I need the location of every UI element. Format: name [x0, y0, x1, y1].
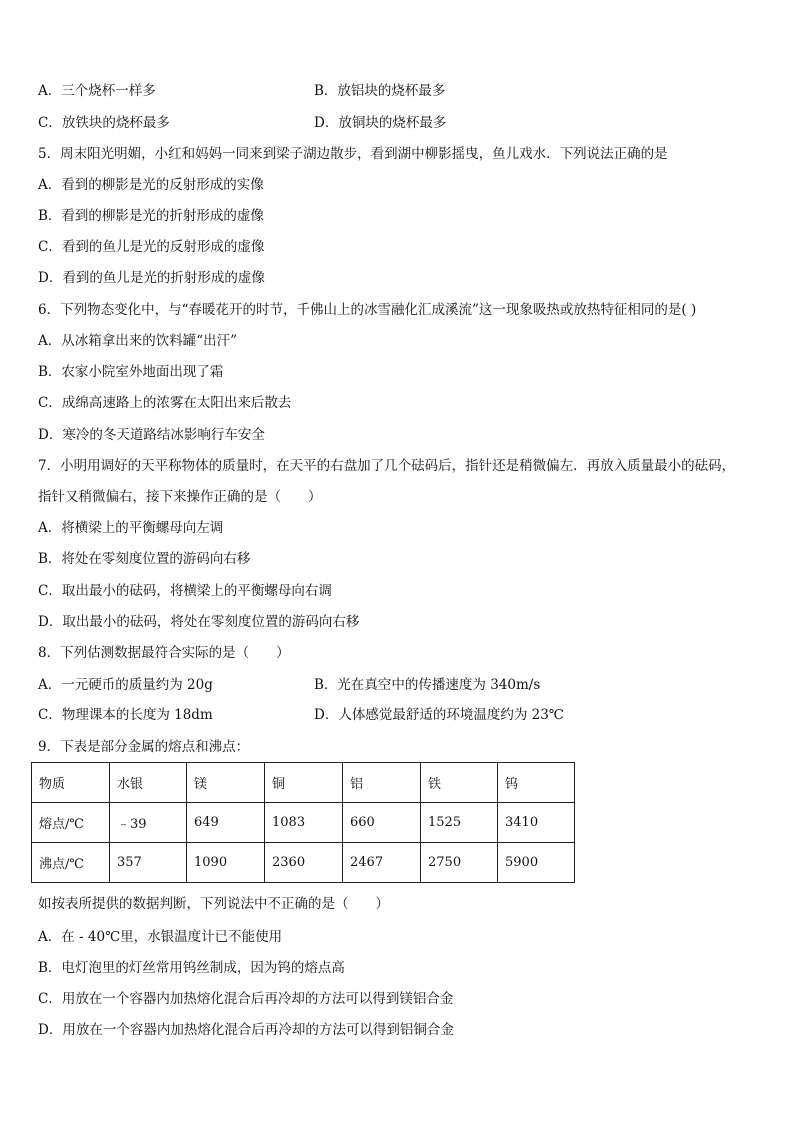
table-header-cell: 铁 [421, 763, 498, 803]
q4-option-b: B．放铝块的烧杯最多 [314, 83, 446, 99]
table-cell: 357 [110, 843, 187, 883]
q6-option-b: B．农家小院室外地面出现了霜 [38, 364, 224, 380]
table-header-row [32, 763, 575, 803]
table-row-boiling-point [32, 843, 575, 883]
q7-option-b: B．将处在零刻度位置的游码向右移 [38, 551, 251, 567]
q9-option-a: A．在 - 40℃里，水银温度计已不能使用 [38, 929, 283, 945]
q9-stem: 9．下表是部分金属的熔点和沸点： [38, 739, 250, 755]
q9-option-b: B．电灯泡里的灯丝常用钨丝制成，因为钨的熔点高 [38, 960, 345, 976]
q6-option-a: A．从冰箱拿出来的饮料罐“出汗” [38, 333, 238, 349]
table-cell: 2467 [343, 843, 421, 883]
metal-properties-table [31, 762, 575, 883]
table-cell: 5900 [498, 843, 575, 883]
q7-option-c: C．取出最小的砝码，将横梁上的平衡螺母向右调 [38, 583, 332, 599]
q7-stem-line1: 7．小明用调好的天平称物体的质量时，在天平的右盘加了几个砝码后，指针还是稍微偏左．再放入质量最小的砝码， [38, 458, 736, 474]
table-cell: ﹣39 [110, 803, 187, 843]
q4-option-d: D．放铜块的烧杯最多 [314, 115, 447, 131]
q9-option-d: D．用放在一个容器内加热熔化混合后再冷却的方法可以得到铝铜合金 [38, 1022, 454, 1038]
table-row-melting-point [32, 803, 575, 843]
table-header-cell: 水银 [110, 763, 187, 803]
table-cell: 649 [187, 803, 265, 843]
row-label-boiling-point: 沸点/℃ [32, 843, 110, 883]
q8-stem: 8．下列估测数据最符合实际的是（ ） [38, 645, 290, 661]
q8-option-a: A．一元硬币的质量约为 20g [38, 677, 213, 693]
row-label-melting-point: 熔点/℃ [32, 803, 110, 843]
q9-follow-question: 如按表所提供的数据判断，下列说法中不正确的是（ ） [38, 896, 389, 912]
table-header-cell: 铝 [343, 763, 421, 803]
q7-option-d: D．取出最小的砝码，将处在零刻度位置的游码向右移 [38, 614, 360, 630]
q8-option-b: B．光在真空中的传播速度为 340m/s [314, 677, 541, 693]
table-cell: 2750 [421, 843, 498, 883]
q4-option-a: A．三个烧杯一样多 [38, 83, 156, 99]
q5-option-a: A．看到的柳影是光的反射形成的实像 [38, 177, 264, 193]
q8-option-c: C．物理课本的长度为 18dm [38, 707, 213, 723]
q7-option-a: A．将横梁上的平衡螺母向左调 [38, 520, 224, 536]
table-cell: 1083 [265, 803, 343, 843]
q6-option-c: C．成绵高速路上的浓雾在太阳出来后散去 [38, 395, 292, 411]
table-cell: 3410 [498, 803, 575, 843]
q5-stem: 5．周末阳光明媚，小红和妈妈一同来到梁子湖边散步，看到湖中柳影摇曳，鱼儿戏水．下列说法正确的是 [38, 146, 668, 162]
table-cell: 1525 [421, 803, 498, 843]
table-cell: 2360 [265, 843, 343, 883]
q5-option-d: D．看到的鱼儿是光的折射形成的虚像 [38, 270, 265, 286]
q5-option-b: B．看到的柳影是光的折射形成的虚像 [38, 208, 264, 224]
q6-option-d: D．寒冷的冬天道路结冰影响行车安全 [38, 427, 265, 443]
table-cell: 1090 [187, 843, 265, 883]
q7-stem-line2: 指针又稍微偏右，接下来操作正确的是（ ） [38, 489, 322, 505]
table-header-cell: 物质 [32, 763, 110, 803]
table-header-cell: 铜 [265, 763, 343, 803]
q6-stem: 6．下列物态变化中，与“春暖花开的时节，千佛山上的冰雪融化汇成溪流”这一现象吸热或放热特征相同的是( ) [38, 302, 697, 318]
q8-option-d: D．人体感觉最舒适的环境温度约为 23℃ [314, 707, 564, 723]
q4-option-c: C．放铁块的烧杯最多 [38, 115, 170, 131]
q9-option-c: C．用放在一个容器内加热熔化混合后再冷却的方法可以得到镁铝合金 [38, 991, 454, 1007]
table-header-cell: 钨 [498, 763, 575, 803]
q5-option-c: C．看到的鱼儿是光的反射形成的虚像 [38, 239, 265, 255]
table-header-cell: 镁 [187, 763, 265, 803]
table-cell: 660 [343, 803, 421, 843]
